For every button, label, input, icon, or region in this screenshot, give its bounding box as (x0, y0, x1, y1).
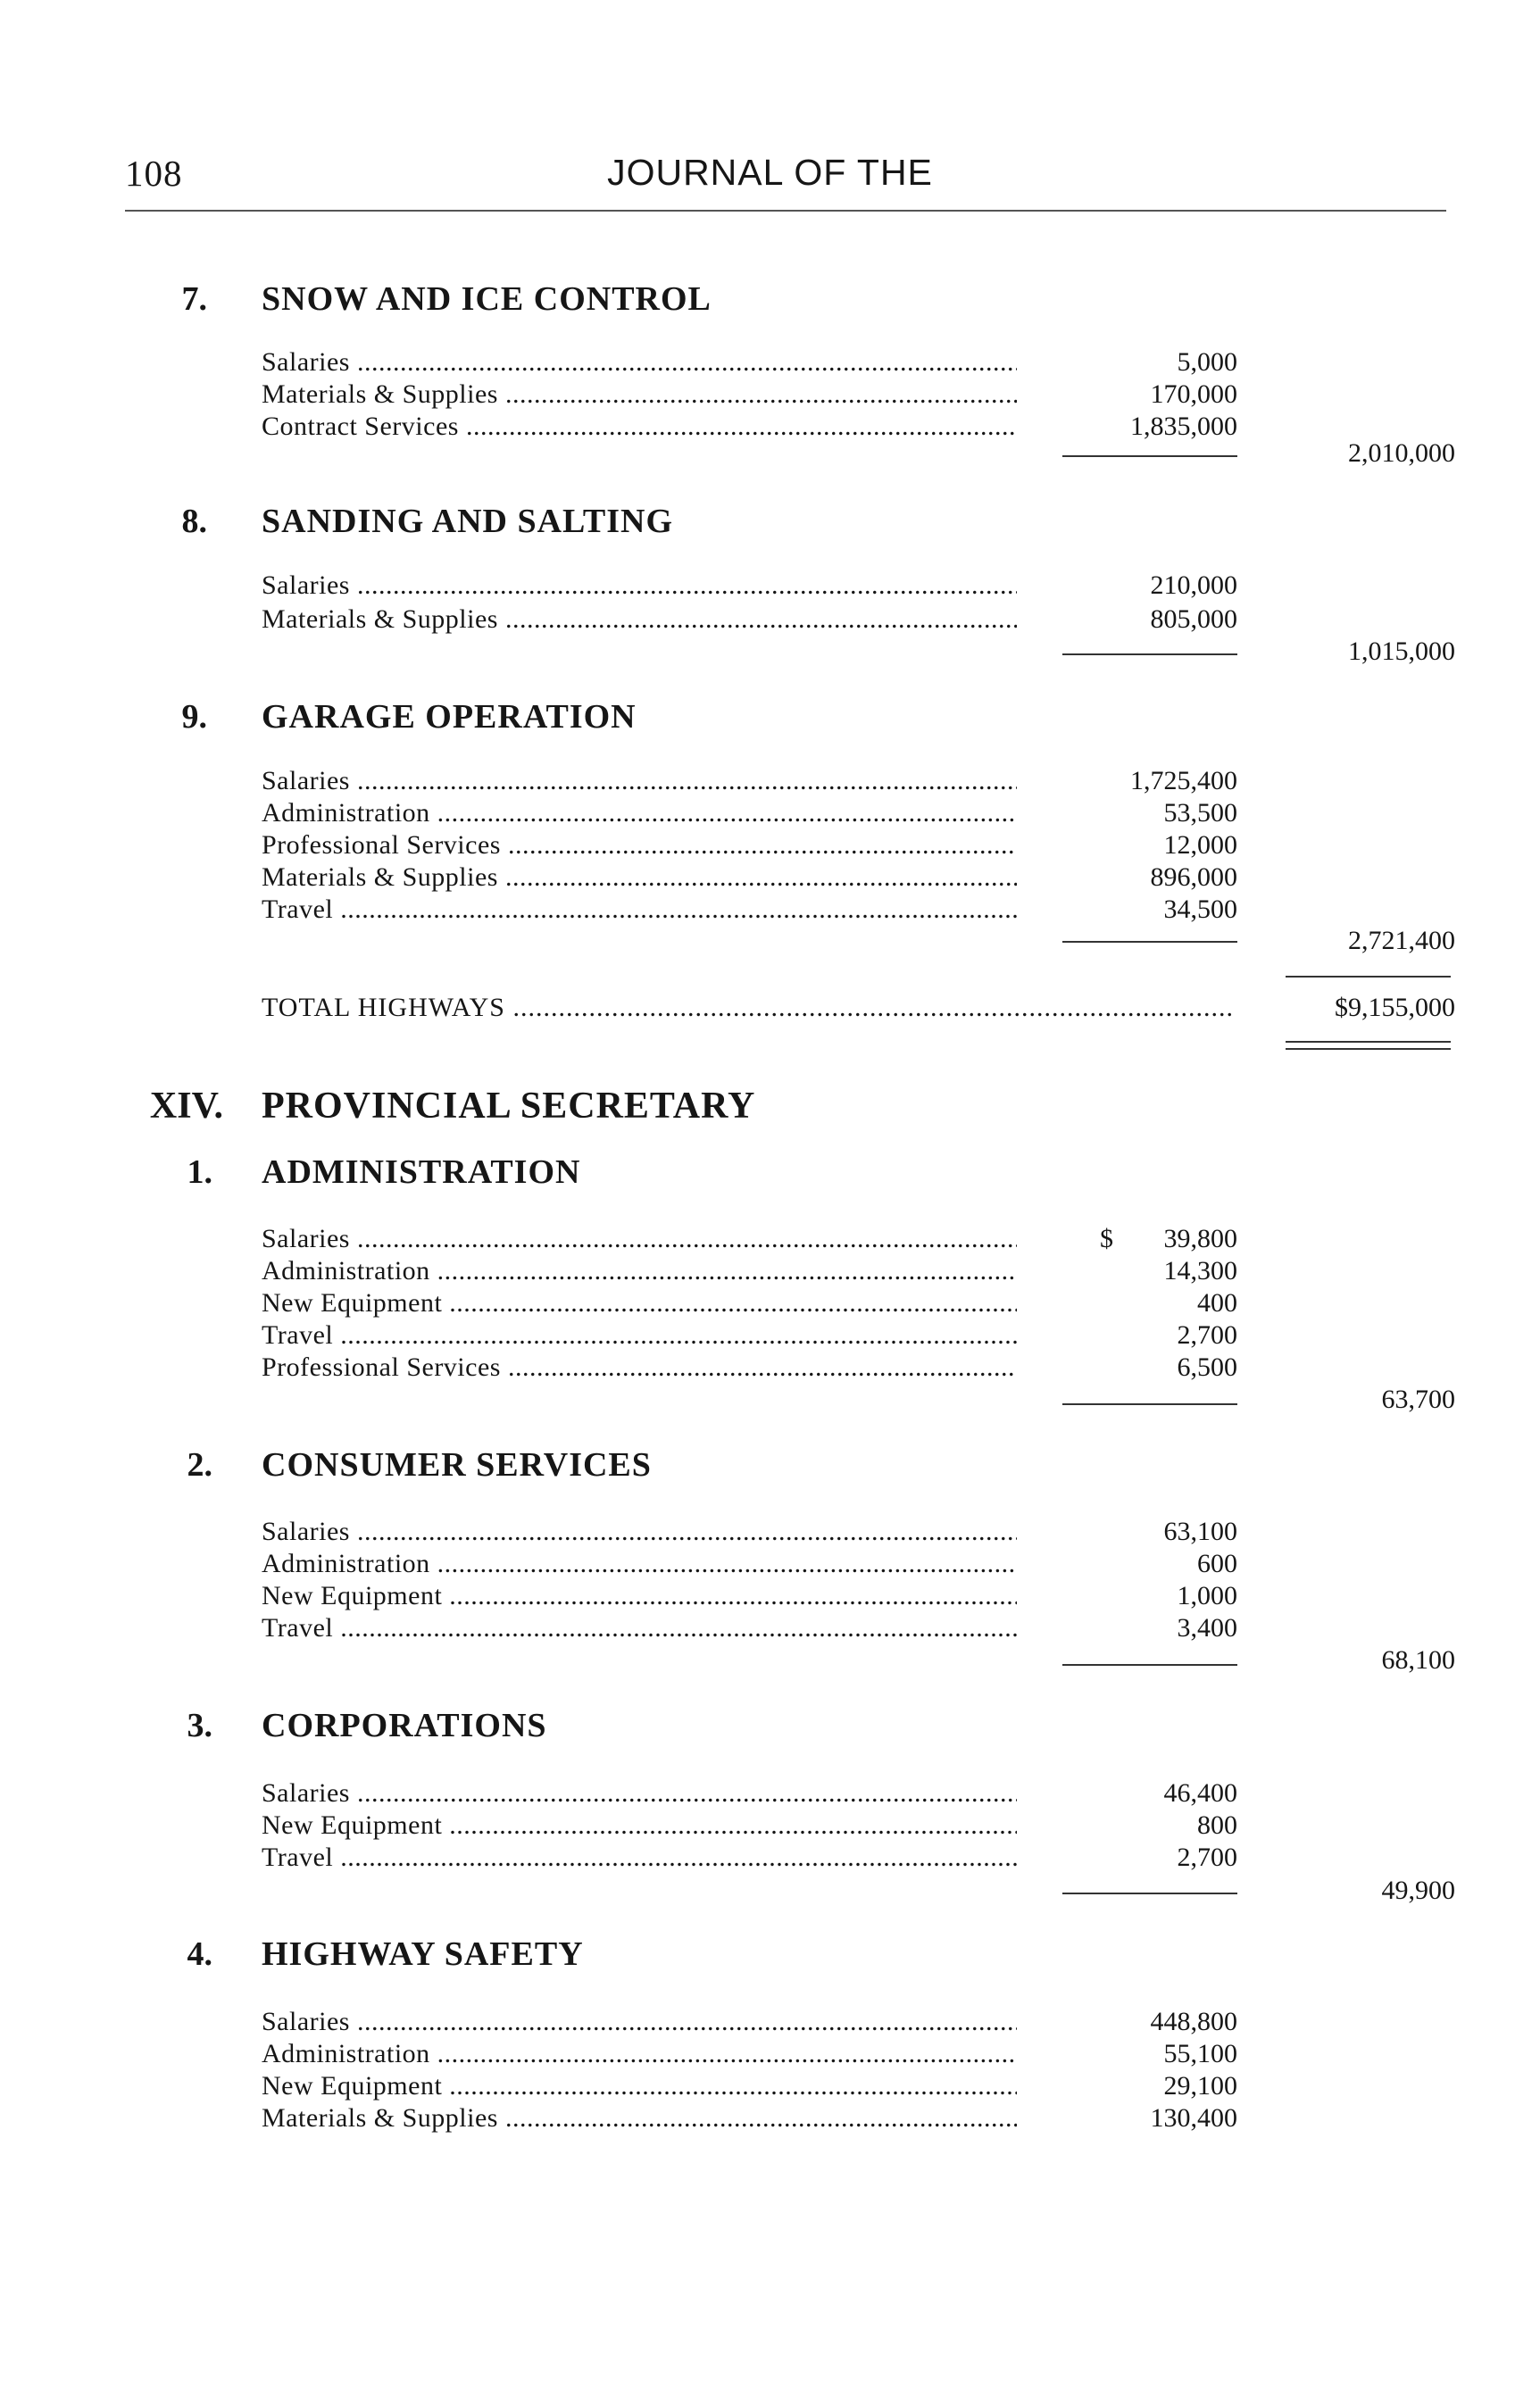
line-item-label: New Equipment ..... (262, 1287, 1017, 1319)
total-double-rule-top (1286, 1041, 1451, 1043)
subtotal-rule (1062, 1403, 1237, 1405)
section-title: CORPORATIONS (262, 1707, 547, 1744)
line-item-label: Travel ..... (262, 1842, 1017, 1874)
line-item-label: Administration ..... (262, 2038, 1017, 2070)
subtotal-rule (1062, 653, 1237, 655)
section-subtotal: 49,900 (1381, 1876, 1455, 1905)
line-item-amount: 46,400 (1163, 1778, 1237, 1808)
section-number: 9. (181, 698, 207, 736)
line-item-label: Materials & Supplies ..... (262, 2102, 1017, 2134)
total-amount: $9,155,000 (1335, 993, 1455, 1022)
line-item-amount: 2,700 (1177, 1320, 1237, 1350)
line-item-label: New Equipment ..... (262, 1810, 1017, 1842)
line-item-amount: 6,500 (1177, 1352, 1237, 1382)
line-item-label: Salaries ..... (262, 765, 1017, 797)
section-number: 7. (181, 280, 207, 318)
line-item-label: Materials & Supplies ..... (262, 861, 1017, 894)
line-item-label: Salaries ..... (262, 2006, 1017, 2038)
total-label: TOTAL HIGHWAYS ..... (262, 992, 1235, 1024)
line-item-label: Administration ..... (262, 797, 1017, 829)
line-item-amount: 34,500 (1163, 894, 1237, 924)
subtotal-rule (1062, 1893, 1237, 1894)
section-number: 2. (187, 1446, 212, 1484)
line-item-amount: 12,000 (1163, 830, 1237, 860)
line-item-label: Contract Services ..... (262, 411, 1017, 443)
line-item-amount: 29,100 (1163, 2071, 1237, 2101)
section-number: 1. (187, 1153, 212, 1191)
page-header (0, 0, 1540, 210)
line-item-label: New Equipment ..... (262, 2070, 1017, 2102)
dollar-sign: $ (1100, 1224, 1113, 1253)
line-item-amount: 210,000 (1150, 570, 1237, 600)
line-item-label: Materials & Supplies ..... (262, 603, 1017, 636)
line-item-amount: 130,400 (1150, 2103, 1237, 2133)
line-item-amount: 53,500 (1163, 798, 1237, 828)
line-item-label: Professional Services ..... (262, 1352, 1017, 1384)
line-item-label: Professional Services ..... (262, 829, 1017, 861)
total-double-rule-bottom (1286, 1048, 1451, 1050)
line-item-label: Materials & Supplies ..... (262, 379, 1017, 411)
line-item-amount: 600 (1197, 1549, 1237, 1578)
section-number: 4. (187, 1935, 212, 1973)
section-subtotal: 68,100 (1381, 1645, 1455, 1675)
line-item-label: Travel ..... (262, 894, 1017, 926)
section-subtotal: 63,700 (1381, 1385, 1455, 1414)
section-title: HIGHWAY SAFETY (262, 1935, 584, 1973)
section-title: SANDING AND SALTING (262, 503, 674, 540)
line-item-amount: 400 (1197, 1288, 1237, 1318)
line-item-amount: 55,100 (1163, 2039, 1237, 2068)
section-title: ADMINISTRATION (262, 1153, 581, 1191)
line-item-amount: 800 (1197, 1810, 1237, 1840)
line-item-label: Administration ..... (262, 1548, 1017, 1580)
department-number: XIV. (149, 1086, 223, 1127)
line-item-amount: 170,000 (1150, 379, 1237, 409)
page-number: 108 (125, 153, 183, 194)
line-item-label: Salaries ..... (262, 346, 1017, 379)
section-title: GARAGE OPERATION (262, 698, 637, 736)
line-item-amount: 1,000 (1177, 1581, 1237, 1610)
line-item-amount: 2,700 (1177, 1843, 1237, 1872)
running-head: JOURNAL OF THE (607, 152, 933, 193)
line-item-amount: 14,300 (1163, 1256, 1237, 1286)
subtotal-rule (1062, 455, 1237, 457)
line-item-amount: 1,835,000 (1130, 412, 1237, 441)
line-item-amount: 1,725,400 (1130, 766, 1237, 795)
line-item-amount: 448,800 (1150, 2007, 1237, 2036)
header-rule (125, 210, 1446, 212)
subtotal-rule (1062, 1664, 1237, 1666)
department-title: PROVINCIAL SECRETARY (262, 1086, 756, 1127)
total-top-rule (1286, 976, 1451, 978)
section-subtotal: 2,010,000 (1348, 438, 1455, 468)
line-item-label: Salaries ..... (262, 1223, 1017, 1255)
line-item-label: Salaries ..... (262, 1516, 1017, 1548)
section-subtotal: 2,721,400 (1348, 926, 1455, 955)
line-item-amount: 5,000 (1177, 347, 1237, 377)
line-item-amount: 3,400 (1177, 1613, 1237, 1643)
line-item-label: New Equipment ..... (262, 1580, 1017, 1612)
section-number: 3. (187, 1707, 212, 1744)
line-item-label: Salaries ..... (262, 1777, 1017, 1810)
line-item-label: Travel ..... (262, 1612, 1017, 1644)
line-item-amount: 805,000 (1150, 604, 1237, 634)
section-title: SNOW AND ICE CONTROL (262, 280, 712, 318)
section-number: 8. (181, 503, 207, 540)
line-item-label: Salaries ..... (262, 570, 1017, 602)
line-item-label: Travel ..... (262, 1319, 1017, 1352)
line-item-amount: 39,800 (1163, 1224, 1237, 1253)
line-item-amount: 896,000 (1150, 862, 1237, 892)
section-subtotal: 1,015,000 (1348, 637, 1455, 666)
subtotal-rule (1062, 941, 1237, 943)
line-item-amount: 63,100 (1163, 1517, 1237, 1546)
section-title: CONSUMER SERVICES (262, 1446, 652, 1484)
line-item-label: Administration ..... (262, 1255, 1017, 1287)
